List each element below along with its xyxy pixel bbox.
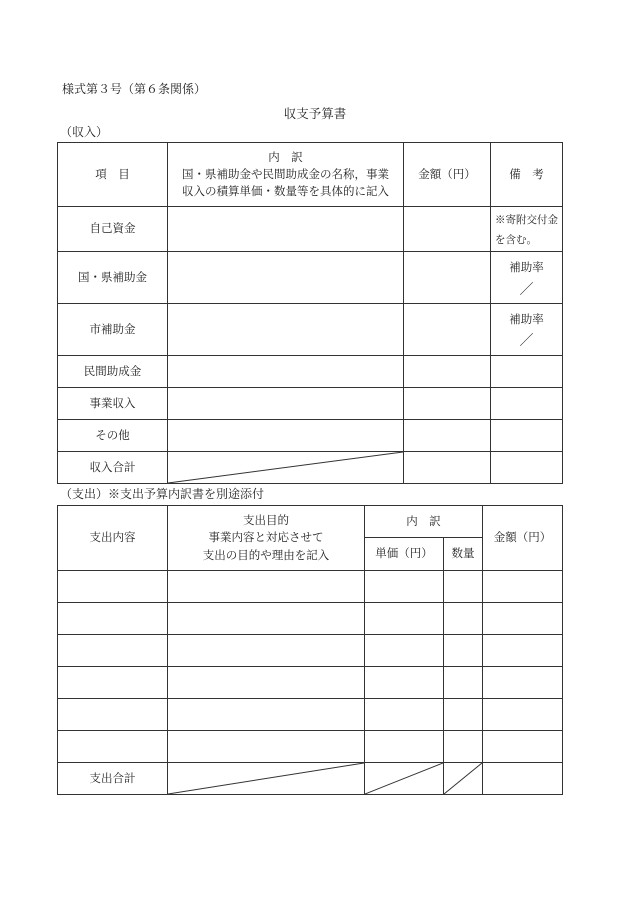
subsidy-rate-slash: ／	[519, 281, 534, 298]
purpose-cell[interactable]	[168, 635, 365, 667]
table-row	[58, 251, 563, 303]
remark-cell[interactable]	[491, 419, 563, 451]
header-breakdown-line1: 国・県補助金や民間助成金の名称，事業	[182, 166, 389, 181]
unit-price-cell[interactable]	[365, 699, 444, 731]
header-amount: 金額（円）	[483, 506, 563, 571]
header-purpose-line3: 支出の目的や理由を記入	[202, 547, 330, 562]
table-row	[58, 603, 563, 635]
remark-cell[interactable]	[491, 387, 563, 419]
amount-cell[interactable]	[404, 207, 491, 252]
amount-cell[interactable]	[483, 571, 563, 603]
purpose-cell[interactable]	[168, 667, 365, 699]
amount-cell[interactable]	[404, 387, 491, 419]
subsidy-rate-slash: ／	[519, 333, 534, 350]
amount-cell[interactable]	[483, 603, 563, 635]
row-item: 市補助金	[58, 303, 168, 355]
purpose-cell[interactable]	[168, 731, 365, 763]
expense-header-row	[58, 506, 563, 538]
purpose-cell[interactable]	[168, 603, 365, 635]
row-item: 事業収入	[58, 387, 168, 419]
header-purpose	[168, 506, 365, 571]
quantity-cell[interactable]	[444, 667, 483, 699]
income-total-amount[interactable]	[404, 451, 491, 483]
crossed-out-cell	[168, 451, 404, 483]
table-row	[58, 699, 563, 731]
table-row	[58, 207, 563, 252]
form-number: 様式第３号（第６条関係）	[62, 82, 207, 96]
purpose-cell[interactable]	[168, 571, 365, 603]
row-item: 自己資金	[58, 207, 168, 252]
remark-cell[interactable]	[491, 355, 563, 387]
row-item: 国・県補助金	[58, 251, 168, 303]
amount-cell[interactable]	[404, 355, 491, 387]
unit-price-cell[interactable]	[365, 667, 444, 699]
breakdown-cell[interactable]	[168, 387, 404, 419]
header-purpose-line1: 支出目的	[243, 513, 289, 528]
content-cell[interactable]	[58, 667, 168, 699]
header-breakdown: 内 訳	[365, 506, 483, 538]
remark-cell[interactable]	[491, 251, 563, 303]
breakdown-cell[interactable]	[168, 419, 404, 451]
header-purpose-line2: 事業内容と対応させて	[208, 530, 324, 545]
income-total-row	[58, 451, 563, 483]
content-cell[interactable]	[58, 635, 168, 667]
breakdown-cell[interactable]	[168, 251, 404, 303]
row-item: その他	[58, 419, 168, 451]
amount-cell[interactable]	[404, 251, 491, 303]
breakdown-cell[interactable]	[168, 355, 404, 387]
crossed-out-cell	[168, 763, 365, 795]
crossed-out-cell	[365, 763, 444, 795]
table-row	[58, 731, 563, 763]
expense-table	[57, 505, 563, 795]
breakdown-cell[interactable]	[168, 207, 404, 252]
content-cell[interactable]	[58, 731, 168, 763]
table-row	[58, 387, 563, 419]
header-breakdown-title: 内 訳	[268, 149, 303, 164]
quantity-cell[interactable]	[444, 731, 483, 763]
unit-price-cell[interactable]	[365, 731, 444, 763]
expense-total-row	[58, 763, 563, 795]
diagonal-line	[168, 763, 364, 794]
remark-cell[interactable]	[491, 451, 563, 483]
header-content: 支出内容	[58, 506, 168, 571]
table-row	[58, 355, 563, 387]
quantity-cell[interactable]	[444, 635, 483, 667]
row-item: 民間助成金	[58, 355, 168, 387]
expense-total-label: 支出合計	[58, 763, 168, 795]
income-total-label: 収入合計	[58, 451, 168, 483]
header-remarks: 備 考	[491, 143, 563, 207]
remark-line1: ※寄附交付金	[495, 214, 558, 226]
table-row	[58, 303, 563, 355]
content-cell[interactable]	[58, 603, 168, 635]
document-title: 収支予算書	[283, 106, 347, 121]
income-section-label: （収入）	[60, 125, 109, 139]
income-header-row	[58, 143, 563, 207]
header-breakdown	[168, 143, 404, 207]
remark-cell[interactable]	[491, 303, 563, 355]
remark-line2: を含む。	[495, 233, 537, 246]
unit-price-cell[interactable]	[365, 603, 444, 635]
amount-cell[interactable]	[483, 667, 563, 699]
diagonal-line	[444, 763, 482, 794]
remark-cell[interactable]	[491, 207, 563, 252]
purpose-cell[interactable]	[168, 699, 365, 731]
header-breakdown-line2: 収入の積算単価・数量等を具体的に記入	[182, 184, 389, 199]
header-item: 項 目	[58, 143, 168, 207]
amount-cell[interactable]	[483, 635, 563, 667]
table-row	[58, 419, 563, 451]
amount-cell[interactable]	[483, 731, 563, 763]
header-quantity: 数量	[444, 538, 483, 571]
quantity-cell[interactable]	[444, 603, 483, 635]
table-row	[58, 667, 563, 699]
content-cell[interactable]	[58, 699, 168, 731]
subsidy-rate-label: 補助率	[509, 259, 544, 274]
header-unit-price: 単価（円）	[365, 538, 444, 571]
amount-cell[interactable]	[404, 419, 491, 451]
table-row	[58, 571, 563, 603]
income-table	[57, 142, 563, 484]
content-cell[interactable]	[58, 571, 168, 603]
crossed-out-cell	[444, 763, 483, 795]
quantity-cell[interactable]	[444, 571, 483, 603]
unit-price-cell[interactable]	[365, 635, 444, 667]
diagonal-line	[168, 452, 403, 483]
subsidy-rate-label: 補助率	[509, 311, 544, 326]
header-amount: 金額（円）	[404, 143, 491, 207]
amount-cell[interactable]	[483, 699, 563, 731]
quantity-cell[interactable]	[444, 699, 483, 731]
diagonal-line	[365, 763, 443, 794]
table-row	[58, 635, 563, 667]
expense-section-label: （支出）※支出予算内訳書を別途添付	[60, 487, 265, 501]
amount-cell[interactable]	[404, 303, 491, 355]
unit-price-cell[interactable]	[365, 571, 444, 603]
expense-total-amount[interactable]	[483, 763, 563, 795]
breakdown-cell[interactable]	[168, 303, 404, 355]
